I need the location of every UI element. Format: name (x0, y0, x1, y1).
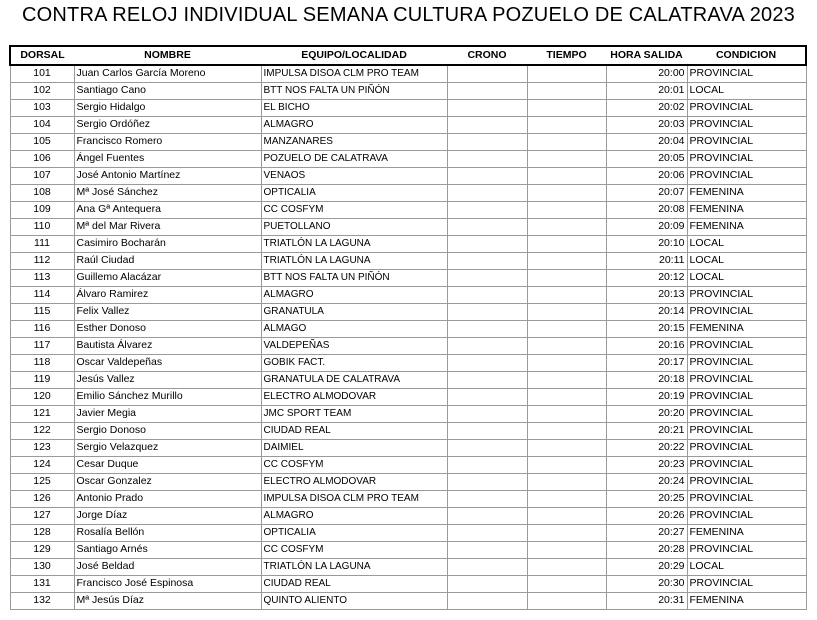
cell-hora-salida: 20:10 (606, 235, 687, 252)
cell-tiempo (527, 167, 606, 184)
cell-crono (447, 99, 527, 116)
cell-condicion: FEMENINA (687, 524, 806, 541)
cell-crono (447, 439, 527, 456)
cell-equipo: CIUDAD REAL (261, 422, 447, 439)
cell-tiempo (527, 575, 606, 592)
cell-nombre: Sergio Donoso (74, 422, 261, 439)
cell-tiempo (527, 354, 606, 371)
table-row (10, 422, 806, 439)
table-row (10, 82, 806, 99)
cell-crono (447, 575, 527, 592)
cell-nombre: Santiago Cano (74, 82, 261, 99)
cell-dorsal: 104 (10, 116, 74, 133)
cell-condicion: PROVINCIAL (687, 439, 806, 456)
cell-equipo: ELECTRO ALMODOVAR (261, 388, 447, 405)
table-row (10, 218, 806, 235)
cell-nombre: Francisco José Espinosa (74, 575, 261, 592)
cell-nombre: Raúl Ciudad (74, 252, 261, 269)
cell-equipo: IMPULSA DISOA CLM PRO TEAM (261, 65, 447, 82)
header-condicion: CONDICION (687, 46, 806, 65)
table-row (10, 371, 806, 388)
table-row (10, 575, 806, 592)
cell-condicion: PROVINCIAL (687, 303, 806, 320)
table-row (10, 167, 806, 184)
cell-tiempo (527, 439, 606, 456)
cell-nombre: Mª Jesús Díaz (74, 592, 261, 609)
cell-equipo: MANZANARES (261, 133, 447, 150)
cell-hora-salida: 20:21 (606, 422, 687, 439)
cell-hora-salida: 20:00 (606, 65, 687, 82)
cell-crono (447, 184, 527, 201)
table-row (10, 456, 806, 473)
cell-dorsal: 114 (10, 286, 74, 303)
cell-nombre: Javier Megia (74, 405, 261, 422)
cell-condicion: PROVINCIAL (687, 405, 806, 422)
cell-equipo: GOBIK FACT. (261, 354, 447, 371)
cell-crono (447, 490, 527, 507)
cell-nombre: Emilio Sánchez Murillo (74, 388, 261, 405)
cell-nombre: Oscar Valdepeñas (74, 354, 261, 371)
cell-hora-salida: 20:30 (606, 575, 687, 592)
cell-equipo: BTT NOS FALTA UN PIÑÓN (261, 269, 447, 286)
cell-condicion: PROVINCIAL (687, 456, 806, 473)
cell-equipo: PUETOLLANO (261, 218, 447, 235)
cell-dorsal: 130 (10, 558, 74, 575)
cell-nombre: Ángel Fuentes (74, 150, 261, 167)
cell-condicion: PROVINCIAL (687, 575, 806, 592)
cell-dorsal: 106 (10, 150, 74, 167)
cell-equipo: GRANATULA (261, 303, 447, 320)
cell-equipo: VENAOS (261, 167, 447, 184)
cell-tiempo (527, 524, 606, 541)
cell-hora-salida: 20:25 (606, 490, 687, 507)
table-row (10, 235, 806, 252)
cell-crono (447, 116, 527, 133)
cell-nombre: Ana Gª Antequera (74, 201, 261, 218)
cell-nombre: Guillemo Alacázar (74, 269, 261, 286)
cell-equipo: VALDEPEÑAS (261, 337, 447, 354)
cell-hora-salida: 20:05 (606, 150, 687, 167)
cell-equipo: ALMAGRO (261, 507, 447, 524)
cell-dorsal: 112 (10, 252, 74, 269)
cell-equipo: IMPULSA DISOA CLM PRO TEAM (261, 490, 447, 507)
cell-dorsal: 129 (10, 541, 74, 558)
cell-crono (447, 252, 527, 269)
cell-tiempo (527, 507, 606, 524)
table-row (10, 337, 806, 354)
cell-nombre: Sergio Ordóñez (74, 116, 261, 133)
cell-hora-salida: 20:09 (606, 218, 687, 235)
cell-tiempo (527, 320, 606, 337)
cell-equipo: CC COSFYM (261, 541, 447, 558)
cell-hora-salida: 20:23 (606, 456, 687, 473)
cell-dorsal: 105 (10, 133, 74, 150)
cell-tiempo (527, 252, 606, 269)
cell-tiempo (527, 405, 606, 422)
cell-tiempo (527, 201, 606, 218)
table-row (10, 286, 806, 303)
cell-condicion: FEMENINA (687, 201, 806, 218)
page-title: CONTRA RELOJ INDIVIDUAL SEMANA CULTURA POZUELO DE CALATRAVA 2023 (21, 4, 795, 26)
cell-equipo: OPTICALIA (261, 524, 447, 541)
cell-condicion: PROVINCIAL (687, 65, 806, 82)
cell-condicion: PROVINCIAL (687, 473, 806, 490)
cell-dorsal: 102 (10, 82, 74, 99)
table-row (10, 541, 806, 558)
cell-equipo: DAIMIEL (261, 439, 447, 456)
cell-dorsal: 131 (10, 575, 74, 592)
header-hora-salida: HORA SALIDA (606, 46, 687, 65)
cell-condicion: PROVINCIAL (687, 371, 806, 388)
table-row (10, 269, 806, 286)
cell-hora-salida: 20:07 (606, 184, 687, 201)
cell-nombre: José Beldad (74, 558, 261, 575)
header-equipo: EQUIPO/LOCALIDAD (261, 46, 447, 65)
cell-equipo: JMC SPORT TEAM (261, 405, 447, 422)
cell-crono (447, 456, 527, 473)
cell-dorsal: 132 (10, 592, 74, 609)
cell-equipo: CC COSFYM (261, 456, 447, 473)
cell-nombre: Mª José Sánchez (74, 184, 261, 201)
cell-equipo: GRANATULA DE CALATRAVA (261, 371, 447, 388)
cell-tiempo (527, 184, 606, 201)
cell-tiempo (527, 99, 606, 116)
cell-crono (447, 269, 527, 286)
table-row (10, 65, 806, 82)
table-row (10, 201, 806, 218)
cell-condicion: PROVINCIAL (687, 422, 806, 439)
cell-nombre: Oscar Gonzalez (74, 473, 261, 490)
cell-nombre: Sergio Hidalgo (74, 99, 261, 116)
cell-condicion: PROVINCIAL (687, 150, 806, 167)
cell-dorsal: 120 (10, 388, 74, 405)
cell-dorsal: 115 (10, 303, 74, 320)
cell-tiempo (527, 592, 606, 609)
table-row (10, 558, 806, 575)
cell-hora-salida: 20:26 (606, 507, 687, 524)
cell-tiempo (527, 490, 606, 507)
table-row (10, 252, 806, 269)
cell-hora-salida: 20:29 (606, 558, 687, 575)
cell-nombre: Jorge Díaz (74, 507, 261, 524)
cell-dorsal: 125 (10, 473, 74, 490)
cell-dorsal: 127 (10, 507, 74, 524)
cell-crono (447, 218, 527, 235)
cell-dorsal: 118 (10, 354, 74, 371)
cell-crono (447, 558, 527, 575)
cell-hora-salida: 20:08 (606, 201, 687, 218)
cell-equipo: TRIATLÓN LA LAGUNA (261, 252, 447, 269)
cell-dorsal: 121 (10, 405, 74, 422)
header-crono: CRONO (447, 46, 527, 65)
cell-hora-salida: 20:11 (606, 252, 687, 269)
cell-condicion: PROVINCIAL (687, 507, 806, 524)
cell-dorsal: 128 (10, 524, 74, 541)
cell-tiempo (527, 65, 606, 82)
table-row (10, 150, 806, 167)
cell-crono (447, 303, 527, 320)
cell-condicion: PROVINCIAL (687, 99, 806, 116)
cell-hora-salida: 20:17 (606, 354, 687, 371)
cell-condicion: PROVINCIAL (687, 286, 806, 303)
table-row (10, 116, 806, 133)
start-list-table (9, 45, 807, 610)
cell-crono (447, 388, 527, 405)
cell-equipo: CC COSFYM (261, 201, 447, 218)
cell-hora-salida: 20:13 (606, 286, 687, 303)
table-row (10, 133, 806, 150)
cell-condicion: PROVINCIAL (687, 354, 806, 371)
cell-dorsal: 123 (10, 439, 74, 456)
cell-nombre: Bautista Álvarez (74, 337, 261, 354)
cell-dorsal: 122 (10, 422, 74, 439)
table-row (10, 388, 806, 405)
cell-dorsal: 107 (10, 167, 74, 184)
cell-equipo: ALMAGRO (261, 286, 447, 303)
cell-tiempo (527, 235, 606, 252)
cell-condicion: PROVINCIAL (687, 388, 806, 405)
cell-tiempo (527, 422, 606, 439)
cell-dorsal: 110 (10, 218, 74, 235)
cell-dorsal: 108 (10, 184, 74, 201)
header-nombre: NOMBRE (74, 46, 261, 65)
cell-tiempo (527, 286, 606, 303)
cell-crono (447, 541, 527, 558)
cell-equipo: TRIATLÓN LA LAGUNA (261, 235, 447, 252)
cell-nombre: Francisco Romero (74, 133, 261, 150)
cell-hora-salida: 20:18 (606, 371, 687, 388)
cell-tiempo (527, 371, 606, 388)
cell-crono (447, 167, 527, 184)
cell-equipo: ALMAGO (261, 320, 447, 337)
cell-hora-salida: 20:28 (606, 541, 687, 558)
cell-condicion: FEMENINA (687, 184, 806, 201)
cell-dorsal: 119 (10, 371, 74, 388)
cell-hora-salida: 20:20 (606, 405, 687, 422)
cell-hora-salida: 20:15 (606, 320, 687, 337)
cell-hora-salida: 20:14 (606, 303, 687, 320)
cell-equipo: ELECTRO ALMODOVAR (261, 473, 447, 490)
cell-hora-salida: 20:27 (606, 524, 687, 541)
cell-nombre: Felix Vallez (74, 303, 261, 320)
cell-condicion: PROVINCIAL (687, 490, 806, 507)
table-row (10, 524, 806, 541)
cell-tiempo (527, 269, 606, 286)
cell-hora-salida: 20:24 (606, 473, 687, 490)
cell-nombre: Esther Donoso (74, 320, 261, 337)
cell-equipo: TRIATLÓN LA LAGUNA (261, 558, 447, 575)
table-header-row (10, 46, 806, 65)
cell-tiempo (527, 150, 606, 167)
cell-crono (447, 592, 527, 609)
cell-crono (447, 371, 527, 388)
cell-equipo: OPTICALIA (261, 184, 447, 201)
cell-nombre: Álvaro Ramirez (74, 286, 261, 303)
cell-nombre: José Antonio Martínez (74, 167, 261, 184)
cell-condicion: FEMENINA (687, 218, 806, 235)
cell-condicion: PROVINCIAL (687, 541, 806, 558)
cell-hora-salida: 20:16 (606, 337, 687, 354)
cell-crono (447, 320, 527, 337)
cell-hora-salida: 20:12 (606, 269, 687, 286)
cell-condicion: FEMENINA (687, 592, 806, 609)
cell-nombre: Cesar Duque (74, 456, 261, 473)
cell-condicion: FEMENINA (687, 320, 806, 337)
cell-tiempo (527, 133, 606, 150)
table-row (10, 320, 806, 337)
cell-dorsal: 124 (10, 456, 74, 473)
cell-crono (447, 82, 527, 99)
cell-condicion: LOCAL (687, 252, 806, 269)
cell-crono (447, 422, 527, 439)
cell-equipo: CIUDAD REAL (261, 575, 447, 592)
cell-hora-salida: 20:04 (606, 133, 687, 150)
table-row (10, 439, 806, 456)
cell-tiempo (527, 303, 606, 320)
cell-dorsal: 116 (10, 320, 74, 337)
table-body (10, 65, 806, 609)
cell-crono (447, 286, 527, 303)
cell-crono (447, 65, 527, 82)
table-row (10, 490, 806, 507)
cell-tiempo (527, 116, 606, 133)
cell-dorsal: 111 (10, 235, 74, 252)
cell-hora-salida: 20:22 (606, 439, 687, 456)
cell-crono (447, 235, 527, 252)
cell-crono (447, 337, 527, 354)
cell-condicion: LOCAL (687, 82, 806, 99)
cell-condicion: LOCAL (687, 558, 806, 575)
cell-equipo: POZUELO DE CALATRAVA (261, 150, 447, 167)
cell-dorsal: 109 (10, 201, 74, 218)
cell-hora-salida: 20:03 (606, 116, 687, 133)
cell-crono (447, 201, 527, 218)
cell-hora-salida: 20:19 (606, 388, 687, 405)
table-row (10, 99, 806, 116)
cell-condicion: LOCAL (687, 269, 806, 286)
cell-nombre: Casimiro Bocharán (74, 235, 261, 252)
cell-tiempo (527, 456, 606, 473)
cell-nombre: Juan Carlos García Moreno (74, 65, 261, 82)
cell-hora-salida: 20:02 (606, 99, 687, 116)
table-row (10, 184, 806, 201)
cell-condicion: PROVINCIAL (687, 133, 806, 150)
cell-tiempo (527, 218, 606, 235)
cell-condicion: PROVINCIAL (687, 167, 806, 184)
cell-nombre: Sergio Velazquez (74, 439, 261, 456)
cell-nombre: Santiago Arnés (74, 541, 261, 558)
cell-crono (447, 507, 527, 524)
cell-dorsal: 126 (10, 490, 74, 507)
cell-nombre: Antonio Prado (74, 490, 261, 507)
cell-dorsal: 113 (10, 269, 74, 286)
cell-crono (447, 354, 527, 371)
cell-tiempo (527, 337, 606, 354)
cell-equipo: ALMAGRO (261, 116, 447, 133)
cell-equipo: QUINTO ALIENTO (261, 592, 447, 609)
table-row (10, 507, 806, 524)
cell-dorsal: 101 (10, 65, 74, 82)
cell-crono (447, 133, 527, 150)
table-row (10, 303, 806, 320)
table-row (10, 405, 806, 422)
cell-crono (447, 473, 527, 490)
table-row (10, 354, 806, 371)
cell-crono (447, 524, 527, 541)
cell-tiempo (527, 473, 606, 490)
cell-tiempo (527, 541, 606, 558)
cell-tiempo (527, 388, 606, 405)
cell-hora-salida: 20:01 (606, 82, 687, 99)
cell-equipo: BTT NOS FALTA UN PIÑÓN (261, 82, 447, 99)
header-tiempo: TIEMPO (527, 46, 606, 65)
cell-crono (447, 150, 527, 167)
table-row (10, 473, 806, 490)
cell-crono (447, 405, 527, 422)
table-row (10, 592, 806, 609)
cell-nombre: Mª del Mar Rivera (74, 218, 261, 235)
cell-nombre: Jesús Vallez (74, 371, 261, 388)
cell-dorsal: 117 (10, 337, 74, 354)
cell-condicion: PROVINCIAL (687, 337, 806, 354)
cell-condicion: LOCAL (687, 235, 806, 252)
cell-dorsal: 103 (10, 99, 74, 116)
cell-tiempo (527, 558, 606, 575)
header-dorsal: DORSAL (10, 46, 74, 65)
cell-equipo: EL BICHO (261, 99, 447, 116)
cell-nombre: Rosalía Bellón (74, 524, 261, 541)
cell-hora-salida: 20:06 (606, 167, 687, 184)
cell-tiempo (527, 82, 606, 99)
cell-hora-salida: 20:31 (606, 592, 687, 609)
cell-condicion: PROVINCIAL (687, 116, 806, 133)
